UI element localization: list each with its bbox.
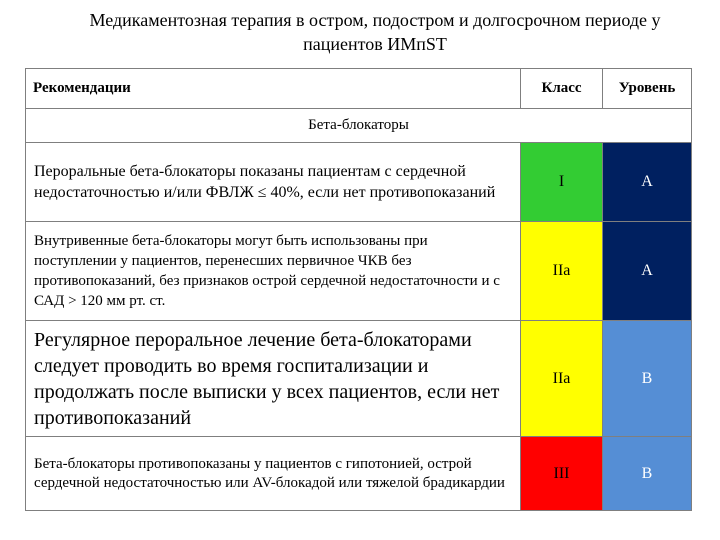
recommendation-text: Регулярное пероральное лечение бета-блокаторами следует проводить во время госпитализации и продолжать после выписки у всех пациентов, если нет противопоказаний: [26, 321, 521, 437]
recommendations-table: [25, 68, 692, 511]
header-level: Уровень: [603, 69, 692, 109]
table-row: [26, 437, 692, 511]
header-recommendations: Рекомендации: [26, 69, 521, 109]
table-row: [26, 143, 692, 222]
slide-title-line-2: пациентов ИМпST: [303, 34, 447, 54]
section-beta-blockers: Бета-блокаторы: [26, 109, 692, 143]
class-badge: III: [521, 437, 603, 511]
slide-title-line-1: Медикаментозная терапия в остром, подостром и долгосрочном периоде у: [89, 10, 661, 30]
table-header-row: [26, 69, 692, 109]
class-badge: IIa: [521, 222, 603, 321]
level-badge: A: [603, 222, 692, 321]
slide-title: [30, 8, 720, 56]
class-badge: IIa: [521, 321, 603, 437]
header-class: Класс: [521, 69, 603, 109]
table-row: [26, 222, 692, 321]
table-row: [26, 321, 692, 437]
recommendation-text: Бета-блокаторы противопоказаны у пациентов с гипотонией, острой сердечной недостаточностью или AV-блокадой или тяжелой брадикардии: [26, 437, 521, 511]
section-row: [26, 109, 692, 143]
level-badge: B: [603, 437, 692, 511]
recommendation-text: Пероральные бета-блокаторы показаны пациентам с сердечной недостаточностью и/или ФВЛЖ ≤ 40%, если нет противопоказаний: [26, 143, 521, 222]
level-badge: B: [603, 321, 692, 437]
level-badge: A: [603, 143, 692, 222]
recommendation-text: Внутривенные бета-блокаторы могут быть использованы при поступлении у пациентов, перенесших первичное ЧКВ без противопоказаний, без признаков острой сердечной недостаточности и с САД > 120 мм рт. ст.: [26, 222, 521, 321]
class-badge: I: [521, 143, 603, 222]
